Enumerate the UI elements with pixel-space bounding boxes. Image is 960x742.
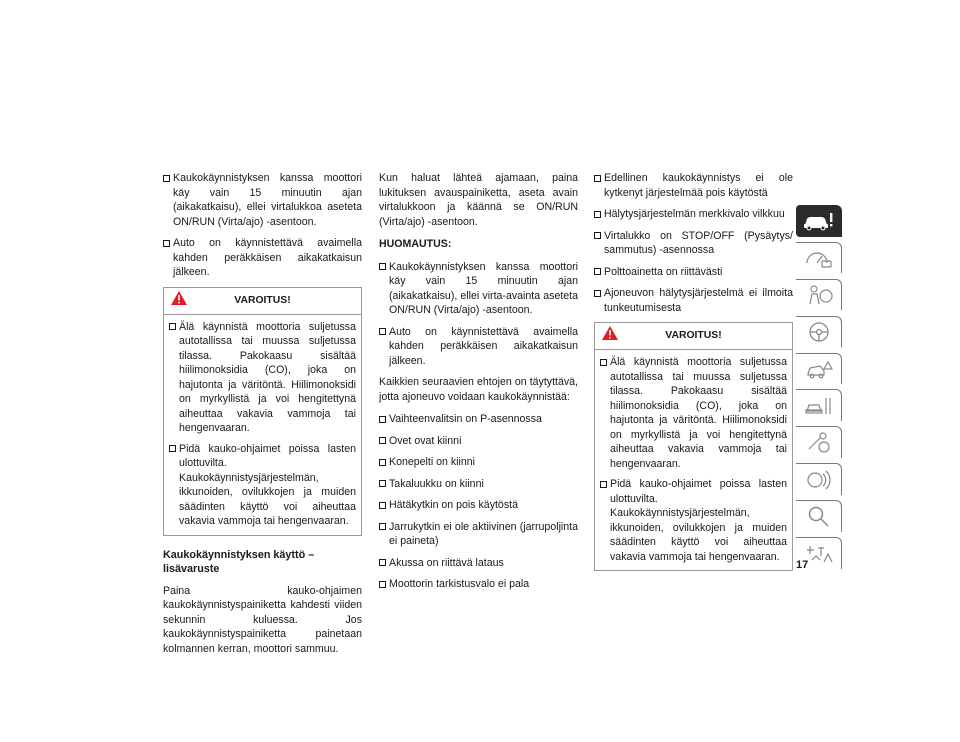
dashboard-lights-icon — [804, 247, 834, 269]
warning-box — [163, 287, 362, 536]
condition-item: Polttoainetta on riittävästi — [594, 265, 793, 280]
condition-item: Jarrukytkin ei ole aktiivinen (jarrupoljinta ei paineta) — [379, 520, 578, 549]
column-1 — [163, 171, 362, 664]
note-item: Auto on käynnistettävä avaimella kahden peräkkäisen aikakatkaisun jälkeen. — [379, 325, 578, 369]
paragraph: Paina kauko-ohjaimen kaukokäynnistyspainiketta kahdesti viiden sekunnin kuluessa. Jos kaukokäynnistyspainiketta painetaan kolmannen kerran, moottori sammuu. — [163, 584, 362, 655]
bullet-item: Auto on käynnistettävä avaimella kahden peräkkäisen aikakatkaisun jälkeen. — [163, 236, 362, 280]
column-2 — [379, 171, 578, 599]
warning-item: Pidä kauko-ohjaimet poissa lasten ulottuvilta. Kaukokäynnistysjärjestelmän, ikkunoiden, ovilukkojen ja muiden säädinten käyttö voi aiheuttaa vakavia vammoja tai hengenvaaran. — [169, 442, 356, 529]
condition-item: Virtalukko on STOP/OFF (Pysäytys/ sammutus) -asennossa — [594, 229, 793, 258]
condition-item: Moottorin tarkistusvalo ei pala — [379, 577, 578, 592]
column-3 — [594, 171, 793, 577]
tab-emergency[interactable] — [796, 353, 842, 385]
condition-item: Takaluukku on kiinni — [379, 477, 578, 492]
tab-car-info[interactable] — [796, 205, 842, 237]
airbag-safety-icon — [804, 284, 834, 306]
tab-multimedia[interactable] — [796, 463, 842, 495]
condition-item: Hälytysjärjestelmän merkkivalo vilkkuu — [594, 207, 793, 222]
warning-triangle-icon — [601, 325, 619, 341]
car-crash-icon — [804, 358, 834, 380]
condition-item: Vaihteenvalitsin on P-asennossa — [379, 412, 578, 427]
condition-item: Hätäkytkin on pois käytöstä — [379, 498, 578, 513]
tab-dashboard[interactable] — [796, 242, 842, 274]
chapter-tabs — [796, 205, 842, 574]
condition-item: Akussa on riittävä lataus — [379, 556, 578, 571]
service-maintenance-icon — [804, 432, 834, 454]
paragraph: Kun haluat lähteä ajamaan, paina lukituksen avauspainiketta, aseta avain virtalukkoon ja käännä se ON/RUN (Virta/ajo) -asentoon. — [379, 172, 578, 228]
tab-driving[interactable] — [796, 316, 842, 348]
tab-maintenance[interactable] — [796, 426, 842, 458]
warning-triangle-icon — [170, 290, 188, 306]
warning-body — [595, 350, 792, 564]
car-info-icon — [802, 211, 836, 231]
steering-wheel-icon — [804, 321, 834, 343]
warning-title: VAROITUS! — [234, 294, 291, 306]
tab-safety[interactable] — [796, 279, 842, 311]
car-tools-icon — [804, 395, 834, 417]
paragraph: Kaikkien seuraavien ehtojen on täytyttävä, jotta ajoneuvo voidaan kaukokäynnistää: — [379, 376, 578, 403]
warning-box — [594, 322, 793, 571]
warning-item: Pidä kauko-ohjaimet poissa lasten ulottuvilta. Kaukokäynnistysjärjestelmän, ikkunoiden, ovilukkojen ja muiden säädinten käyttö voi aiheuttaa vakavia vammoja tai hengenvaaran. — [600, 477, 787, 564]
note-heading: HUOMAUTUS: — [379, 238, 452, 250]
warning-body — [164, 315, 361, 529]
condition-item: Edellinen kaukokäynnistys ei ole kytkenyt järjestelmää pois käytöstä — [594, 171, 793, 200]
bullet-item: Kaukokäynnistyksen kanssa moottori käy vain 15 minuutin ajan (aikakatkaisu), ellei virtalukkoa aseteta ON/RUN (Virta/ajo) -asentoon. — [163, 171, 362, 229]
condition-item: Konepelti on kiinni — [379, 455, 578, 470]
page-number: 17 — [796, 559, 809, 571]
tab-index[interactable] — [796, 500, 842, 532]
magnifier-index-icon — [804, 505, 834, 527]
multimedia-icon — [804, 468, 834, 490]
note-item: Kaukokäynnistyksen kanssa moottori käy vain 15 minuutin ajan (aikakatkaisu), ellei virta-avainta aseteta ON/RUN (Virta/ajo) -asentoon. — [379, 260, 578, 318]
condition-item: Ajoneuvon hälytysjärjestelmä ei ilmoita tunkeutumisesta — [594, 286, 793, 315]
warning-header — [164, 288, 361, 315]
warning-header — [595, 323, 792, 350]
condition-item: Ovet ovat kiinni — [379, 434, 578, 449]
section-subheading: Kaukokäynnistyksen käyttö – lisävaruste — [163, 548, 315, 575]
warning-title: VAROITUS! — [665, 330, 722, 341]
warning-item: Älä käynnistä moottoria suljetussa autotallissa tai muussa suljetussa tilassa. Pakokaasu sisältää hiilimonoksidia (CO), joka on hajutonta ja väritöntä. Hiilimonoksidi on myrkyllistä ja voi hengitettynä aiheuttaa vakavia vammoja tai hengenvaaran. — [169, 320, 356, 436]
tab-service[interactable] — [796, 389, 842, 421]
warning-item: Älä käynnistä moottoria suljetussa autotallissa tai muussa suljetussa tilassa. Pakokaasu sisältää hiilimonoksidia (CO), joka on hajutonta ja väritöntä. Hiilimonoksidi on myrkyllistä ja voi hengitettynä aiheuttaa vakavia vammoja tai hengenvaaran. — [600, 355, 787, 471]
